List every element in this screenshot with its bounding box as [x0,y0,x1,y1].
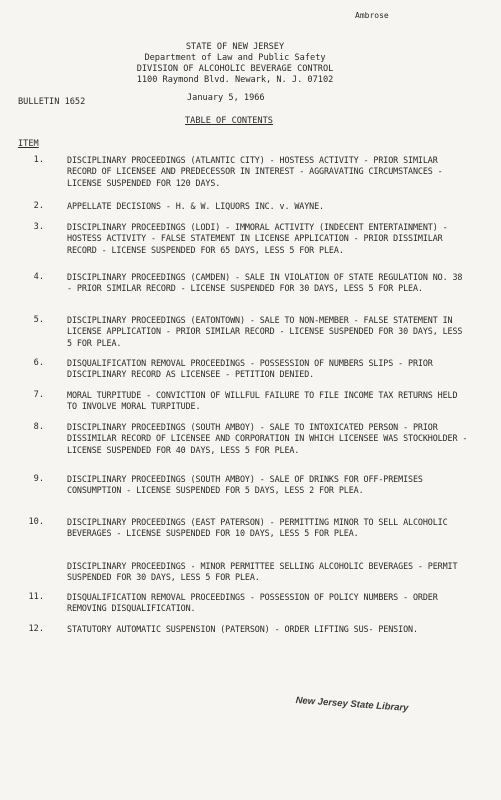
item-number: 3. [33,222,44,232]
item-text: STATUTORY AUTOMATIC SUSPENSION (PATERSON) - ORDER LIFTING SUS- PENSION. [67,624,418,634]
item-number: 2. [33,201,44,211]
corner-note: Ambrose [355,11,389,20]
item-number: 5. [33,315,44,325]
item-number: 4. [33,272,44,282]
item-text: APPELLATE DECISIONS - H. & W. LIQUORS INC. v. WAYNE. [67,201,324,211]
item-text: DISCIPLINARY PROCEEDINGS (EATONTOWN) - SALE TO NON-MEMBER - FALSE STATEMENT IN LICENSE APPLICATION - PRIOR SIMILAR RECORD - LICENSE SUSPENDED FOR 30 DAYS, LESS 5 FOR PLEA. [67,315,463,348]
item-text: DISQUALIFICATION REMOVAL PROCEEDINGS - POSSESSION OF NUMBERS SLIPS - PRIOR DISCIPLINARY RECORD AS LICENSEE - PETITION DENIED. [67,358,433,380]
library-stamp: New Jersey State Library [295,695,409,714]
item-number: 1. [33,155,44,165]
item-number: 12. [28,624,44,634]
item-column-header: ITEM [18,139,39,149]
item-number: 11. [28,592,44,602]
header-state: STATE OF NEW JERSEY [185,42,285,52]
item-text: DISQUALIFICATION REMOVAL PROCEEDINGS - POSSESSION OF POLICY NUMBERS - ORDER REMOVING DISQUALIFICATION. [67,592,438,614]
item-number: 7. [33,390,44,400]
toc-title: TABLE OF CONTENTS [185,116,273,126]
item-number: 9. [33,474,44,484]
header-department: Department of Law and Public Safety [144,53,326,63]
item-text: DISCIPLINARY PROCEEDINGS - MINOR PERMITTEE SELLING ALCOHOLIC BEVERAGES - PERMIT SUSPENDED FOR 30 DAYS, LESS 5 FOR PLEA. [67,561,458,583]
item-text: DISCIPLINARY PROCEEDINGS (LODI) - IMMORAL ACTIVITY (INDECENT ENTERTAINMENT) - HOSTESS ACTIVITY - FALSE STATEMENT IN LICENSE APPLICATION - PRIOR DISSIMILAR RECORD - LICENSE SUSPENDED FOR 65 DAYS, LESS 5 FOR PLEA. [67,222,448,255]
header-division: DIVISION OF ALCOHOLIC BEVERAGE CONTROL [136,64,334,74]
item-text: DISCIPLINARY PROCEEDINGS (SOUTH AMBOY) - SALE TO INTOXICATED PERSON - PRIOR DISSIMILAR RECORD OF LICENSEE AND CORPORATION IN WHICH LICENSEE WAS STOCKHOLDER - LICENSE SUSPENDED FOR 40 DAYS, LESS 5 FOR PLEA. [67,422,468,455]
item-number: 8. [33,422,44,432]
item-text: DISCIPLINARY PROCEEDINGS (ATLANTIC CITY) - HOSTESS ACTIVITY - PRIOR SIMILAR RECORD OF LICENSEE AND PREDECESSOR IN INTEREST - AGGRAVATING CIRCUMSTANCES - LICENSE SUSPENDED FOR 120 DAYS. [67,155,443,188]
item-text: MORAL TURPITUDE - CONVICTION OF WILLFUL FAILURE TO FILE INCOME TAX RETURNS HELD TO INVOLVE MORAL TURPITUDE. [67,390,458,412]
bulletin-date: January 5, 1966 [187,93,265,103]
item-text: DISCIPLINARY PROCEEDINGS (CAMDEN) - SALE IN VIOLATION OF STATE REGULATION NO. 38 - PRIOR SIMILAR RECORD - LICENSE SUSPENDED FOR 30 DAYS, LESS 5 FOR PLEA. [67,272,463,294]
item-number: 6. [33,358,44,368]
header-address: 1100 Raymond Blvd. Newark, N. J. 07102 [136,75,334,85]
item-text: DISCIPLINARY PROCEEDINGS (SOUTH AMBOY) - SALE OF DRINKS FOR OFF-PREMISES CONSUMPTION - LICENSE SUSPENDED FOR 5 DAYS, LESS 2 FOR PLEA. [67,474,423,496]
bulletin-number: BULLETIN 1652 [18,97,86,107]
item-number: 10. [28,517,44,527]
item-text: DISCIPLINARY PROCEEDINGS (EAST PATERSON) - PERMITTING MINOR TO SELL ALCOHOLIC BEVERAGES - LICENSE SUSPENDED FOR 10 DAYS, LESS 5 FOR PLEA. [67,517,448,539]
